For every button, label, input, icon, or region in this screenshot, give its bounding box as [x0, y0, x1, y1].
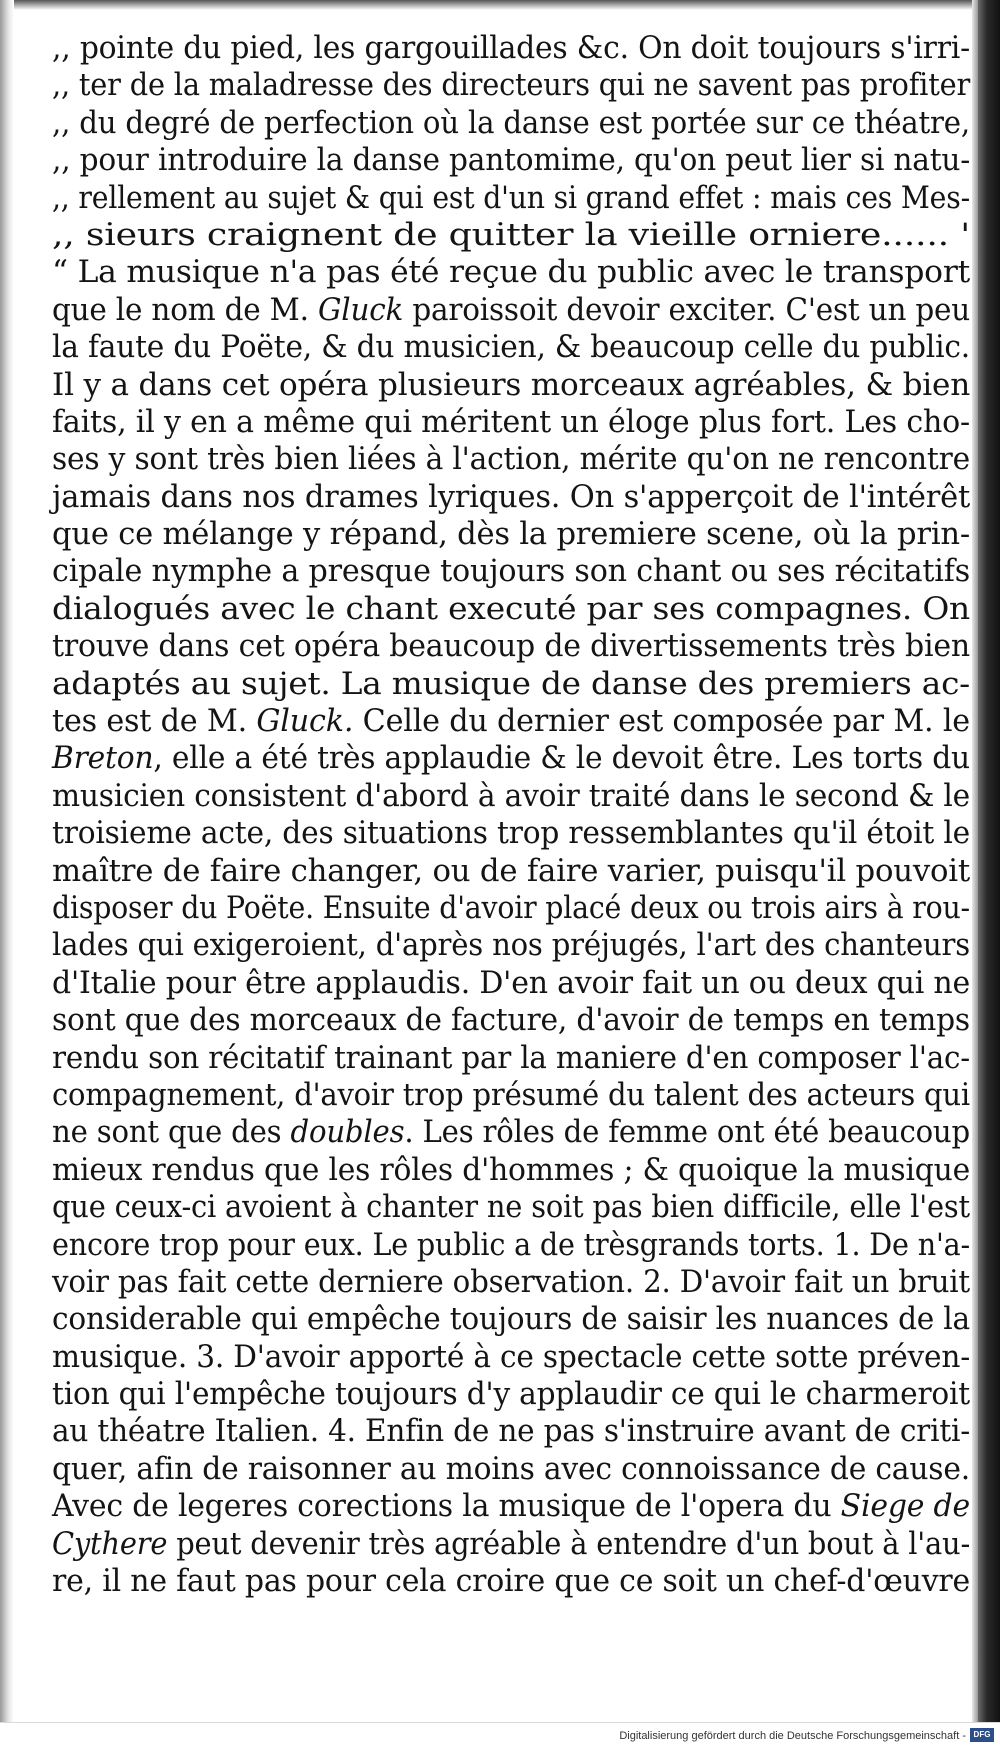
- line-text: ,, rellement au sujet & qui est d'un si grand effet : mais ces Mes-: [52, 180, 970, 216]
- line-text: , elle a été très applaudie & le devoit être. Les torts du: [153, 741, 970, 777]
- body-text: [52, 30, 980, 1600]
- text-line: [52, 965, 980, 1002]
- line-text: considerable qui empêche toujours de saisir les nuances de la: [52, 1302, 970, 1338]
- line-text: troisieme acte, des situations trop ressemblantes qu'il étoit le: [52, 816, 970, 852]
- book-spine-edge: [978, 0, 1000, 1745]
- text-line: [52, 666, 980, 703]
- text-line: [52, 516, 980, 553]
- text-line: [52, 1264, 980, 1301]
- line-text: “ La musique n'a pas été reçue du public avec le transport: [52, 255, 971, 291]
- line-text: jamais dans nos drames lyriques. On s'apperçoit de l'intérêt: [52, 479, 971, 515]
- italic-text: Breton: [52, 741, 154, 777]
- line-text: voir pas fait cette derniere observation. 2. D'avoir fait un bruit: [52, 1264, 970, 1300]
- text-line: [52, 1451, 980, 1488]
- line-text: d'Italie pour être applaudis. D'en avoir fait un ou deux qui ne: [52, 965, 971, 1001]
- dfg-logo: DFG: [970, 1728, 994, 1742]
- text-line: [52, 217, 980, 254]
- text-line: [52, 404, 980, 441]
- line-text: ,, ter de la maladresse des directeurs qui ne savent pas profiter: [52, 68, 971, 104]
- text-line: [52, 1189, 980, 1226]
- italic-text: Gluck.: [256, 704, 354, 740]
- line-text: ,, pour introduire la danse pantomime, qu'on peut lier si natu-: [52, 143, 971, 179]
- text-line: [52, 591, 980, 628]
- line-text: lades qui exigeroient, d'après nos préjugés, l'art des chanteurs: [52, 928, 970, 964]
- text-line: [52, 180, 980, 217]
- italic-text: Siege de: [840, 1489, 970, 1525]
- text-line: [52, 628, 980, 665]
- line-text: que ceux-ci avoient à chanter ne soit pas bien difficile, elle l'est: [52, 1190, 970, 1226]
- text-line: [52, 1114, 980, 1151]
- text-line: [52, 1488, 980, 1525]
- text-line: [52, 292, 980, 329]
- text-line: [52, 329, 980, 366]
- text-line: [52, 1301, 980, 1338]
- line-text: encore trop pour eux. Le public a de trèsgrands torts. 1. De n'a-: [52, 1227, 970, 1263]
- text-line: [52, 778, 980, 815]
- line-text: ,, du degré de perfection où la danse est portée sur ce théatre,: [52, 105, 970, 141]
- italic-text: Gluck: [317, 292, 404, 328]
- line-text: quer, afin de raisonner au moins avec connoissance de cause.: [52, 1451, 970, 1487]
- line-text: rendu son récitatif trainant par la maniere d'en composer l'ac-: [52, 1040, 970, 1076]
- text-line: [52, 441, 980, 478]
- text-line: [52, 1563, 980, 1600]
- text-line: [52, 1339, 980, 1376]
- line-text: ,, pointe du pied, les gargouillades &c. On doit toujours s'irri-: [52, 31, 970, 66]
- text-line: [52, 1227, 980, 1264]
- line-text: peut devenir très agréable à entendre d'un bout à l'au-: [167, 1526, 971, 1562]
- text-line: [52, 853, 980, 890]
- line-text: Il y a dans cet opéra plusieurs morceaux agréables, & bien: [52, 367, 971, 403]
- line-text: paroissoit devoir exciter. C'est un peu: [403, 292, 971, 328]
- line-text: musicien consistent d'abord à avoir traité dans le second & le: [52, 778, 971, 814]
- line-text: ,, sieurs craignent de quitter la vieille orniere...... ': [52, 217, 971, 253]
- text-line: [52, 367, 980, 404]
- text-line: [52, 740, 980, 777]
- text-line: [52, 1376, 980, 1413]
- line-text: Celle du dernier est composée par M. le: [353, 704, 970, 740]
- text-line: [52, 927, 980, 964]
- text-line: [52, 1152, 980, 1189]
- italic-text: doubles: [290, 1115, 405, 1151]
- text-line: [52, 254, 980, 291]
- line-text: ne sont que des: [52, 1115, 291, 1151]
- line-text: la faute du Poëte, & du musicien, & beaucoup celle du public.: [52, 330, 970, 366]
- funding-credit: Digitalisierung gefördert durch die Deutsche Forschungsgemeinschaft -: [619, 1730, 966, 1742]
- line-text: trouve dans cet opéra beaucoup de divertissements très bien: [52, 629, 970, 665]
- text-line: [52, 1002, 980, 1039]
- line-text: disposer du Poëte. Ensuite d'avoir placé deux ou trois airs à rou-: [52, 890, 970, 926]
- text-line: [52, 1526, 980, 1563]
- text-line: [52, 1077, 980, 1114]
- scan-top-edge: [0, 0, 1000, 10]
- text-line: [52, 703, 980, 740]
- line-text: faits, il y en a même qui méritent un éloge plus fort. Les cho-: [52, 404, 970, 440]
- text-line: [52, 105, 980, 142]
- text-line: [52, 1040, 980, 1077]
- text-line: [52, 142, 980, 179]
- line-text: que le nom de M.: [52, 292, 318, 328]
- line-text: au théatre Italien. 4. Enfin de ne pas s'instruire avant de criti-: [52, 1414, 971, 1450]
- text-line: [52, 890, 980, 927]
- italic-text: Cythere: [52, 1526, 168, 1562]
- line-text: musique. 3. D'avoir apporté à ce spectacle cette sotte préven-: [52, 1339, 971, 1375]
- line-text: tes est de M.: [52, 704, 257, 740]
- line-text: re, il ne faut pas pour cela croire que ce soit un chef-d'œuvre: [52, 1564, 971, 1600]
- line-text: tion qui l'empêche toujours d'y applaudir ce qui le charmeroit: [52, 1377, 971, 1413]
- line-text: Avec de legeres corections la musique de l'opera du: [52, 1489, 841, 1525]
- text-line: [52, 67, 980, 104]
- line-text: cipale nymphe a presque toujours son chant ou ses récitatifs: [52, 554, 970, 590]
- text-line: [52, 30, 980, 67]
- line-text: ses y sont très bien liées à l'action, mérite qu'on ne rencontre: [52, 442, 970, 478]
- line-text: que ce mélange y répand, dès la premiere scene, où la prin-: [52, 517, 971, 553]
- text-line: [52, 553, 980, 590]
- line-text: maître de faire changer, ou de faire varier, puisqu'il pouvoit: [52, 853, 971, 889]
- scan-left-edge: [0, 0, 14, 1745]
- text-line: [52, 1413, 980, 1450]
- digitization-footer: [0, 1722, 1000, 1745]
- line-text: sont que des morceaux de facture, d'avoir de temps en temps: [52, 1003, 970, 1039]
- text-line: [52, 479, 980, 516]
- line-text: . Les rôles de femme ont été beaucoup: [404, 1115, 970, 1151]
- line-text: mieux rendus que les rôles d'hommes ; & quoique la musique: [52, 1152, 970, 1188]
- line-text: dialogués avec le chant executé par ses compagnes. On: [52, 591, 971, 627]
- line-text: adaptés au sujet. La musique de danse des premiers ac-: [52, 666, 970, 702]
- text-line: [52, 815, 980, 852]
- line-text: compagnement, d'avoir trop présumé du talent des acteurs qui: [52, 1077, 970, 1113]
